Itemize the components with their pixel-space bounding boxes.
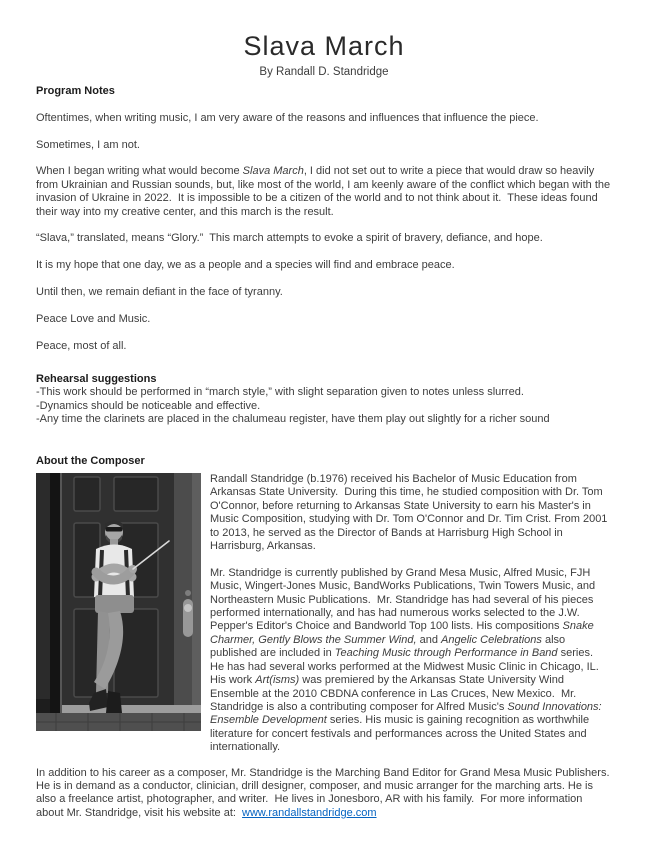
- program-notes-paragraph: “Slava,” translated, means “Glory.” This march attempts to evoke a spirit of bravery, defiance, and hope.: [36, 232, 543, 245]
- program-notes-paragraph: When I began writing what would become Slava March, I did not set out to write a piece that would draw so heavily from Ukrainian and Russian sounds, but, like most of the world, I am keenly aware of the conflict which began with the invasion of Ukraine in 2022. It is impossible to be a citizen of the world and to not think about it. These ideas found their way into my creative center, and this march is the result.: [36, 165, 614, 218]
- program-notes-heading: Program Notes: [36, 85, 115, 97]
- composer-section: [36, 473, 612, 755]
- program-notes-paragraph: Peace Love and Music.: [36, 312, 151, 325]
- composer-bio-paragraph: Mr. Standridge is currently published by Grand Mesa Music, Alfred Music, FJH Music, Wingert-Jones Music, BandWorks Publications, Twin Towers Music, and Northeastern Music Publications. Mr. Standridge has had several of his pieces performed internationally, and has had numerous works selected to the J.W. Pepper's Editor's Choice and Bandworld Top 100 lists. His compositions Snake Charmer, Gently Blows the Summer Wind, and Angelic Celebrations also published are included in Teaching Music through Performance in Band series. He has had several works performed at the Midwest Music Clinic in Chicago, IL. His work Art(isms) was premiered by the Arkansas State University Wind Ensemble at the 2010 CBDNA conference in Las Cruces, New Mexico. Mr. Standridge is also a contributing composer for Alfred Music's Sound Innovations: Ensemble Development series. His music is gaining recognition as worthwhile literature for concert festivals and performances across the United States and internationally.: [210, 566, 605, 754]
- program-notes-paragraph: It is my hope that one day, we as a people and a species will find and embrace peace.: [36, 259, 455, 272]
- program-notes-paragraph: Until then, we remain defiant in the face of tyranny.: [36, 286, 283, 298]
- program-notes-paragraph: Sometimes, I am not.: [36, 138, 140, 151]
- rehearsal-line: -Dynamics should be noticeable and effective.: [36, 399, 261, 412]
- rehearsal-line: -This work should be performed in “march style,” with slight separation given to notes unless slurred.: [36, 386, 524, 399]
- program-notes-paragraph: Peace, most of all.: [36, 339, 127, 352]
- rehearsal-section: [36, 373, 612, 427]
- closing-paragraph: In addition to his career as a composer, Mr. Standridge is the Marching Band Editor for Grand Mesa Music Publishers. He is in demand as a conductor, clinician, drill designer, composer, and music arranger for the marching arts. He is also a freelance artist, photographer, and writer. He lives in Jonesboro, AR with his family. For more information about Mr. Standridge, visit his website at: www.randallstandridge.com: [36, 766, 613, 819]
- website-link[interactable]: www.randallstandridge.com: [242, 806, 377, 819]
- rehearsal-line: -Any time the clarinets are placed in the chalumeau register, have them play out slightly for a richer sound: [36, 413, 550, 426]
- rehearsal-heading: Rehearsal suggestions: [36, 373, 157, 385]
- composer-photo: [36, 473, 201, 731]
- page-subtitle: By Randall D. Standridge: [259, 66, 389, 78]
- composer-bio-paragraph: Randall Standridge (b.1976) received his Bachelor of Music Education from Arkansas State University. During this time, he studied composition with Dr. Tom O'Connor, before returning to Arkansas State University to earn his Master's in Music Composition, studying with Dr. Tom O'Connor and Dr. Tim Crist. From 2001 to 2013, he served as the Director of Bands at Harrisburg High School in Harrisburg, Arkansas.: [210, 473, 611, 553]
- program-notes-paragraph: Oftentimes, when writing music, I am very aware of the reasons and influences that influence the piece.: [36, 111, 539, 124]
- composer-bio: [210, 473, 612, 755]
- about-composer-heading: About the Composer: [36, 454, 145, 467]
- page-title: Slava March: [243, 31, 405, 61]
